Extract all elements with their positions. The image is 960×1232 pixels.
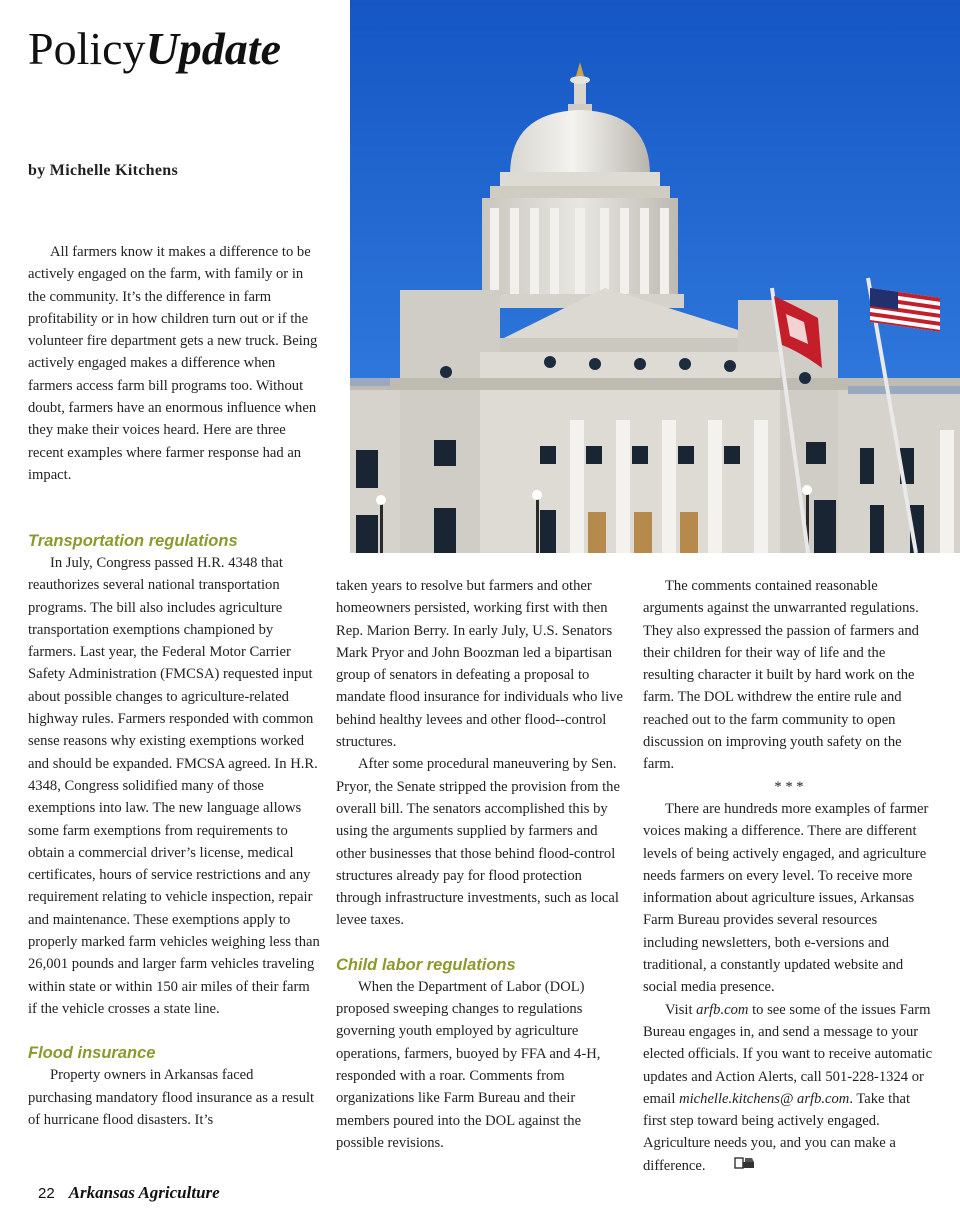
byline: by Michelle Kitchens [28, 162, 178, 179]
col3-paragraph-3 [643, 999, 935, 1178]
title-policy: Policy [28, 23, 146, 74]
intro-paragraph: All farmers know it makes a difference to be actively engaged on the farm, with family or in the community. It’s the difference in farm profitability or in how children turn out or if the volunteer fire department gets a new truck. Being actively engaged makes a difference when farmers access farm bill programs too. Without doubt, farmers have an enormous influence when they make their voices heard. Here are three recent examples where farmer response had an impact. [28, 244, 318, 483]
page-title [28, 22, 281, 75]
col2-paragraph-1: taken years to resolve but farmers and other homeowners persisted, working first with then Rep. Marion Berry. In early July, U.S. Senators Mark Pryor and John Boozman led a bipartisan group of senators in defeating a proposal to mandate flood insurance for individuals who live behind healthy levees and other flood--control structures. [336, 578, 623, 751]
email-link[interactable]: michelle.kitchens@ arfb.com [679, 1090, 850, 1107]
title-update: Update [145, 23, 281, 74]
page-number: 22 [38, 1185, 55, 1202]
column-2 [336, 575, 626, 1154]
col2-paragraph-3: When the Department of Labor (DOL) proposed sweeping changes to regulations governing youth employed by agriculture operations, farmers, buoyed by FFA and 4-H, responded with a roar. Comments from organizations like Farm Bureau and their members poured into the DOL against the possible revisions. [336, 978, 601, 1151]
col3-paragraph-2: There are hundreds more examples of farmer voices making a difference. There are different levels of being actively engaged, and agriculture needs farmers on every level. To receive more information about agriculture issues, Arkansas Farm Bureau provides several resources including newsletters, both e-versions and traditional, a constantly updated website and social media presence. [643, 800, 929, 996]
website-link[interactable]: arfb.com [696, 1001, 749, 1018]
contact-text: to see some of the issues Farm Bureau engages in, and send a message to your elected officials. If you want to receive automatic updates and Action Alerts, call 501-228-1324 or email [643, 1001, 933, 1107]
col2-paragraph-2: After some procedural maneuvering by Sen. Pryor, the Senate stripped the provision from the overall bill. The senators accomplished this by using the arguments supplied by farmers and other businesses that those behind flood-control structures already pay for flood protection through infrastructure investments, such as local levee taxes. [336, 756, 620, 929]
col3-paragraph-1: The comments contained reasonable arguments against the unwarranted regulations. They also expressed the passion of farmers and their children for their way of life and the resulting character it built by hard work on the farm. The DOL withdrew the entire rule and reached out to the farm community to open discussion on improving youth safety on the farm. [643, 578, 919, 773]
heading-flood-insurance: Flood insurance [28, 1044, 156, 1063]
column-3 [643, 575, 935, 1178]
capitol-photo [350, 0, 960, 553]
page-footer [38, 1183, 220, 1203]
heading-transportation: Transportation regulations [28, 532, 238, 550]
intro-column [28, 241, 318, 486]
magazine-name: Arkansas Agriculture [68, 1183, 220, 1202]
closing-text: . Take that first step toward being actively engaged. Agriculture needs you, and you can make a difference. [643, 1090, 911, 1174]
section-separator: * * * [774, 778, 804, 795]
visit-text: Visit [665, 1001, 697, 1018]
heading-child-labor: Child labor regulations [336, 955, 516, 974]
col1-paragraph-2: Property owners in Arkansas faced purchasing mandatory flood insurance as a result of hurricane flood disasters. It’s [28, 1067, 315, 1128]
capitol-illustration [350, 0, 960, 553]
col1-paragraph-1: In July, Congress passed H.R. 4348 that reauthorizes several national transportation programs. The bill also includes agriculture transportation exemptions championed by farmers. Last year, the Federal Motor Carrier Safety Administration (FMCSA) requested input about possible changes to agriculture-related highway rules. Farmers responded with common sense reasons why existing exemptions worked and should be expanded. FMCSA agreed. In H.R. 4348, Congress solidified many of those exemptions into law. The new language allows some farm exemptions from requirements to obtain a commercial driver’s license, medical certificates, hours of service restrictions and any requirement relating to vehicle inspection, repair and maintenance. These exemptions apply to properly marked farm vehicles weighing less than 26,001 pounds and larger farm vehicles traveling within state or within 150 air miles of their farm if the vehicle crosses a state line. [28, 555, 320, 1017]
column-1 [28, 530, 320, 1131]
end-mark-icon [712, 1155, 756, 1177]
